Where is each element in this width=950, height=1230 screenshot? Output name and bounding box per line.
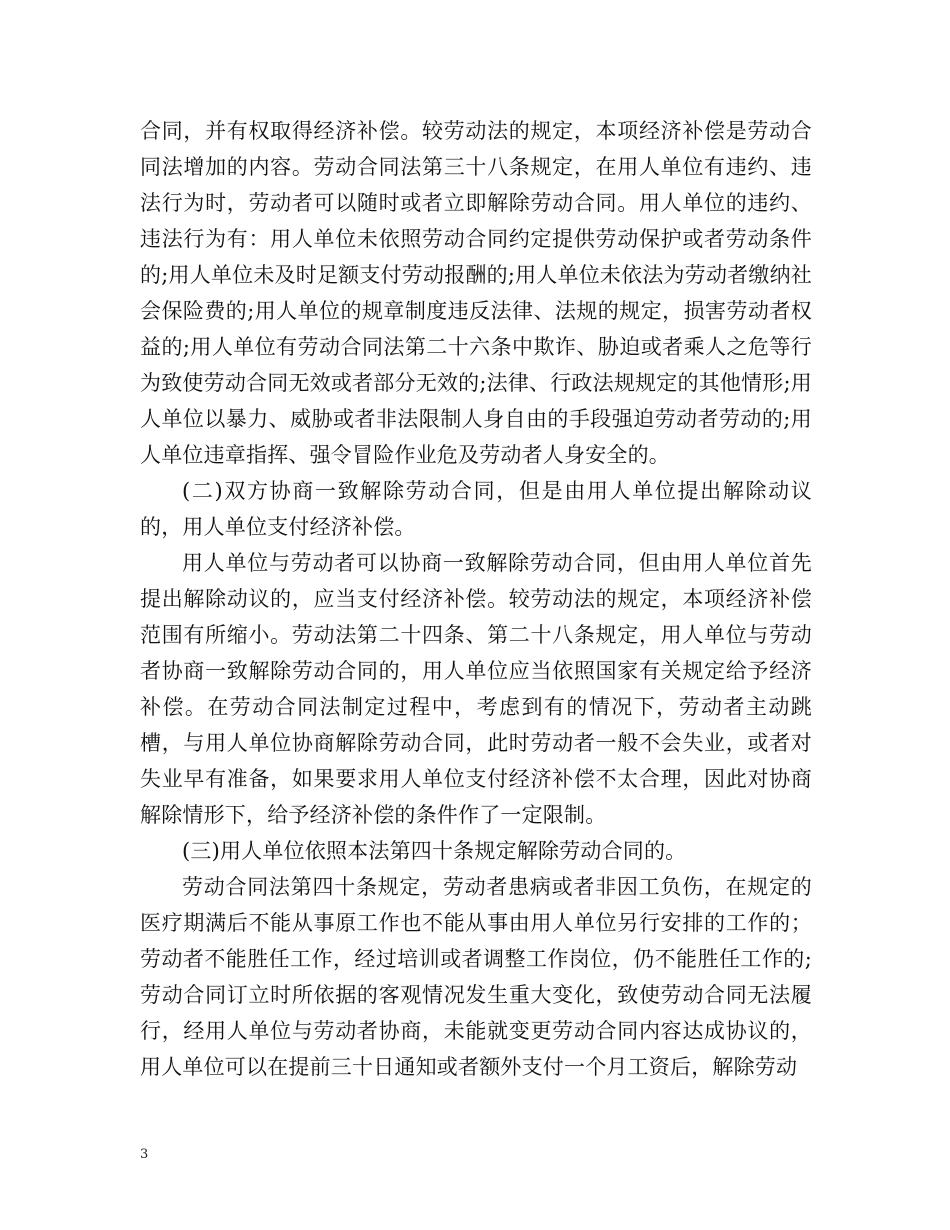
paragraph-continuation: 合同，并有权取得经济补偿。较劳动法的规定，本项经济补偿是劳动合同法增加的内容。劳动合同法第三十八条规定，在用人单位有违约、违法行为时，劳动者可以随时或者立即解除劳动合同。用人单位的违约、违法行为有：用人单位未依照劳动合同约定提供劳动保护或者劳动条件的;用人单位未及时足额支付劳动报酬的;用人单位未依法为劳动者缴纳社会保险费的;用人单位的规章制度违反法律、法规的规定，损害劳动者权益的;用人单位有劳动合同法第二十六条中欺诈、胁迫或者乘人之危等行为致使劳动合同无效或者部分无效的;法律、行政法规规定的其他情形;用人单位以暴力、威胁或者非法限制人身自由的手段强迫劳动者劳动的;用人单位违章指挥、强令冒险作业危及劳动者人身安全的。	[140, 119, 812, 467]
paragraph-item-three-body: 劳动合同法第四十条规定，劳动者患病或者非因工负伤，在规定的医疗期满后不能从事原工作也不能从事由用人单位另行安排的工作的；劳动者不能胜任工作，经过培训或者调整工作岗位，仍不能胜任工作的;劳动合同订立时所依据的客观情况发生重大变化，致使劳动合同无法履行，经用人单位与劳动者协商，未能就变更劳动合同内容达成协议的，用人单位可以在提前三十日通知或者额外支付一个月工资后，解除劳动	[140, 875, 812, 1079]
paragraph-item-two-body: 用人单位与劳动者可以协商一致解除劳动合同，但由用人单位首先提出解除动议的，应当支付经济补偿。较劳动法的规定，本项经济补偿范围有所缩小。劳动法第二十四条、第二十八条规定，用人单位与劳动者协商一致解除劳动合同的，用人单位应当依照国家有关规定给予经济补偿。在劳动合同法制定过程中，考虑到有的情况下，劳动者主动跳槽，与用人单位协商解除劳动合同，此时劳动者一般不会失业，或者对失业早有准备，如果要求用人单位支付经济补偿不太合理，因此对协商解除情形下，给予经济补偿的条件作了一定限制。	[140, 551, 812, 827]
document-body	[140, 113, 812, 1085]
paragraph-item-three-heading: (三)用人单位依照本法第四十条规定解除劳动合同的。	[182, 839, 687, 863]
page-number: 3	[140, 1147, 149, 1162]
paragraph-item-two-heading: (二)双方协商一致解除劳动合同，但是由用人单位提出解除动议的，用人单位支付经济补偿。	[140, 479, 812, 539]
